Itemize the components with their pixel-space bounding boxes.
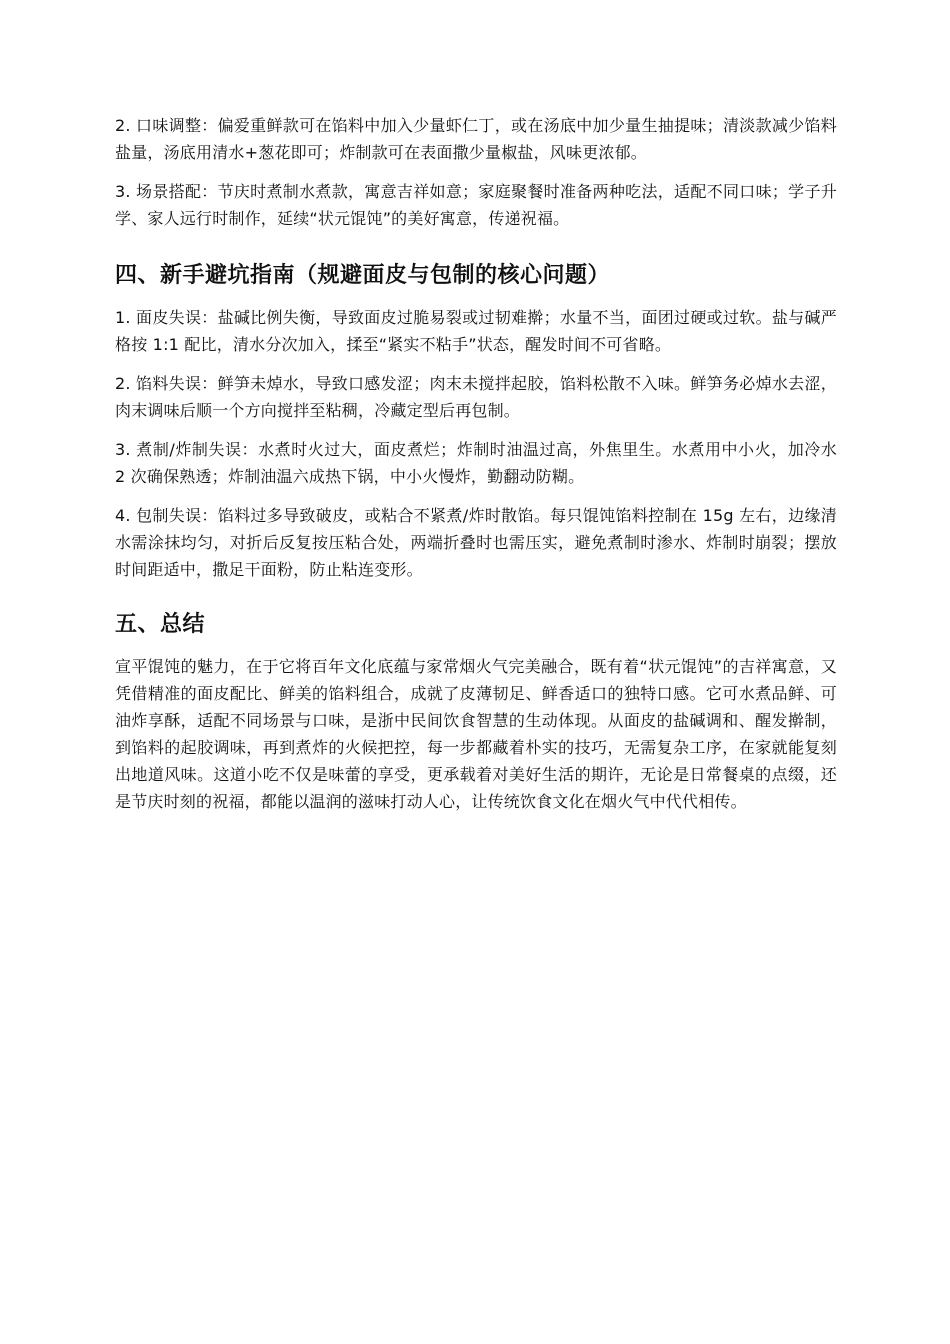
wrapping-mistake-paragraph: 4. 包制失误：馅料过多导致破皮，或粘合不紧煮/炸时散馅。每只馄饨馅料控制在 15g 左右，边缘清水需涂抹均匀，对折后反复按压粘合处，两端折叠时也需压实，避免煮制时渗水、炸制时崩裂；摆放时间距适中，撒足干面粉，防止粘连变形。 (115, 506, 837, 579)
cooking-mistake-paragraph: 3. 煮制/炸制失误：水煮时火过大，面皮煮烂；炸制时油温过高，外焦里生。水煮用中小火，加冷水 2 次确保熟透；炸制油温六成热下锅，中小火慢炸，勤翻动防糊。 (115, 440, 837, 486)
scene-matching-paragraph: 3. 场景搭配：节庆时煮制水煮款，寓意吉祥如意；家庭聚餐时准备两种吃法，适配不同口味；学子升学、家人远行时制作，延续“状元馄饨”的美好寓意，传递祝福。 (115, 182, 837, 228)
filling-mistake-paragraph: 2. 馅料失误：鲜笋未焯水，导致口感发涩；肉末未搅拌起胶，馅料松散不入味。鲜笋务必焯水去涩，肉末调味后顺一个方向搅拌至粘稠，冷藏定型后再包制。 (115, 374, 837, 420)
taste-adjustment-paragraph: 2. 口味调整：偏爱重鲜款可在馅料中加入少量虾仁丁，或在汤底中加少量生抽提味；清淡款减少馅料盐量，汤底用清水+葱花即可；炸制款可在表面撒少量椒盐，风味更浓郁。 (115, 116, 837, 162)
summary-paragraph: 宣平馄饨的魅力，在于它将百年文化底蕴与家常烟火气完美融合，既有着“状元馄饨”的吉祥寓意，又凭借精准的面皮配比、鲜美的馅料组合，成就了皮薄韧足、鲜香适口的独特口感。它可水煮品鲜、可油炸享酥，适配不同场景与口味，是浙中民间饮食智慧的生动体现。从面皮的盐碱调和、醒发擀制，到馅料的起胶调味，再到煮炸的火候把控，每一步都藏着朴实的技巧，无需复杂工序，在家就能复刻出地道风味。这道小吃不仅是味蕾的享受，更承载着对美好生活的期许，无论是日常餐桌的点缀，还是节庆时刻的祝福，都能以温润的滋味打动人心，让传统饮食文化在烟火气中代代相传。 (115, 657, 837, 811)
section-heading-summary: 五、总结 (115, 612, 206, 637)
section-heading-beginner-pitfalls: 四、新手避坑指南（规避面皮与包制的核心问题） (115, 263, 611, 288)
wrapper-mistake-paragraph: 1. 面皮失误：盐碱比例失衡，导致面皮过脆易裂或过韧难擀；水量不当，面团过硬或过软。盐与碱严格按 1:1 配比，清水分次加入，揉至“紧实不粘手”状态，醒发时间不可省略。 (115, 308, 837, 354)
document-page (115, 112, 837, 815)
